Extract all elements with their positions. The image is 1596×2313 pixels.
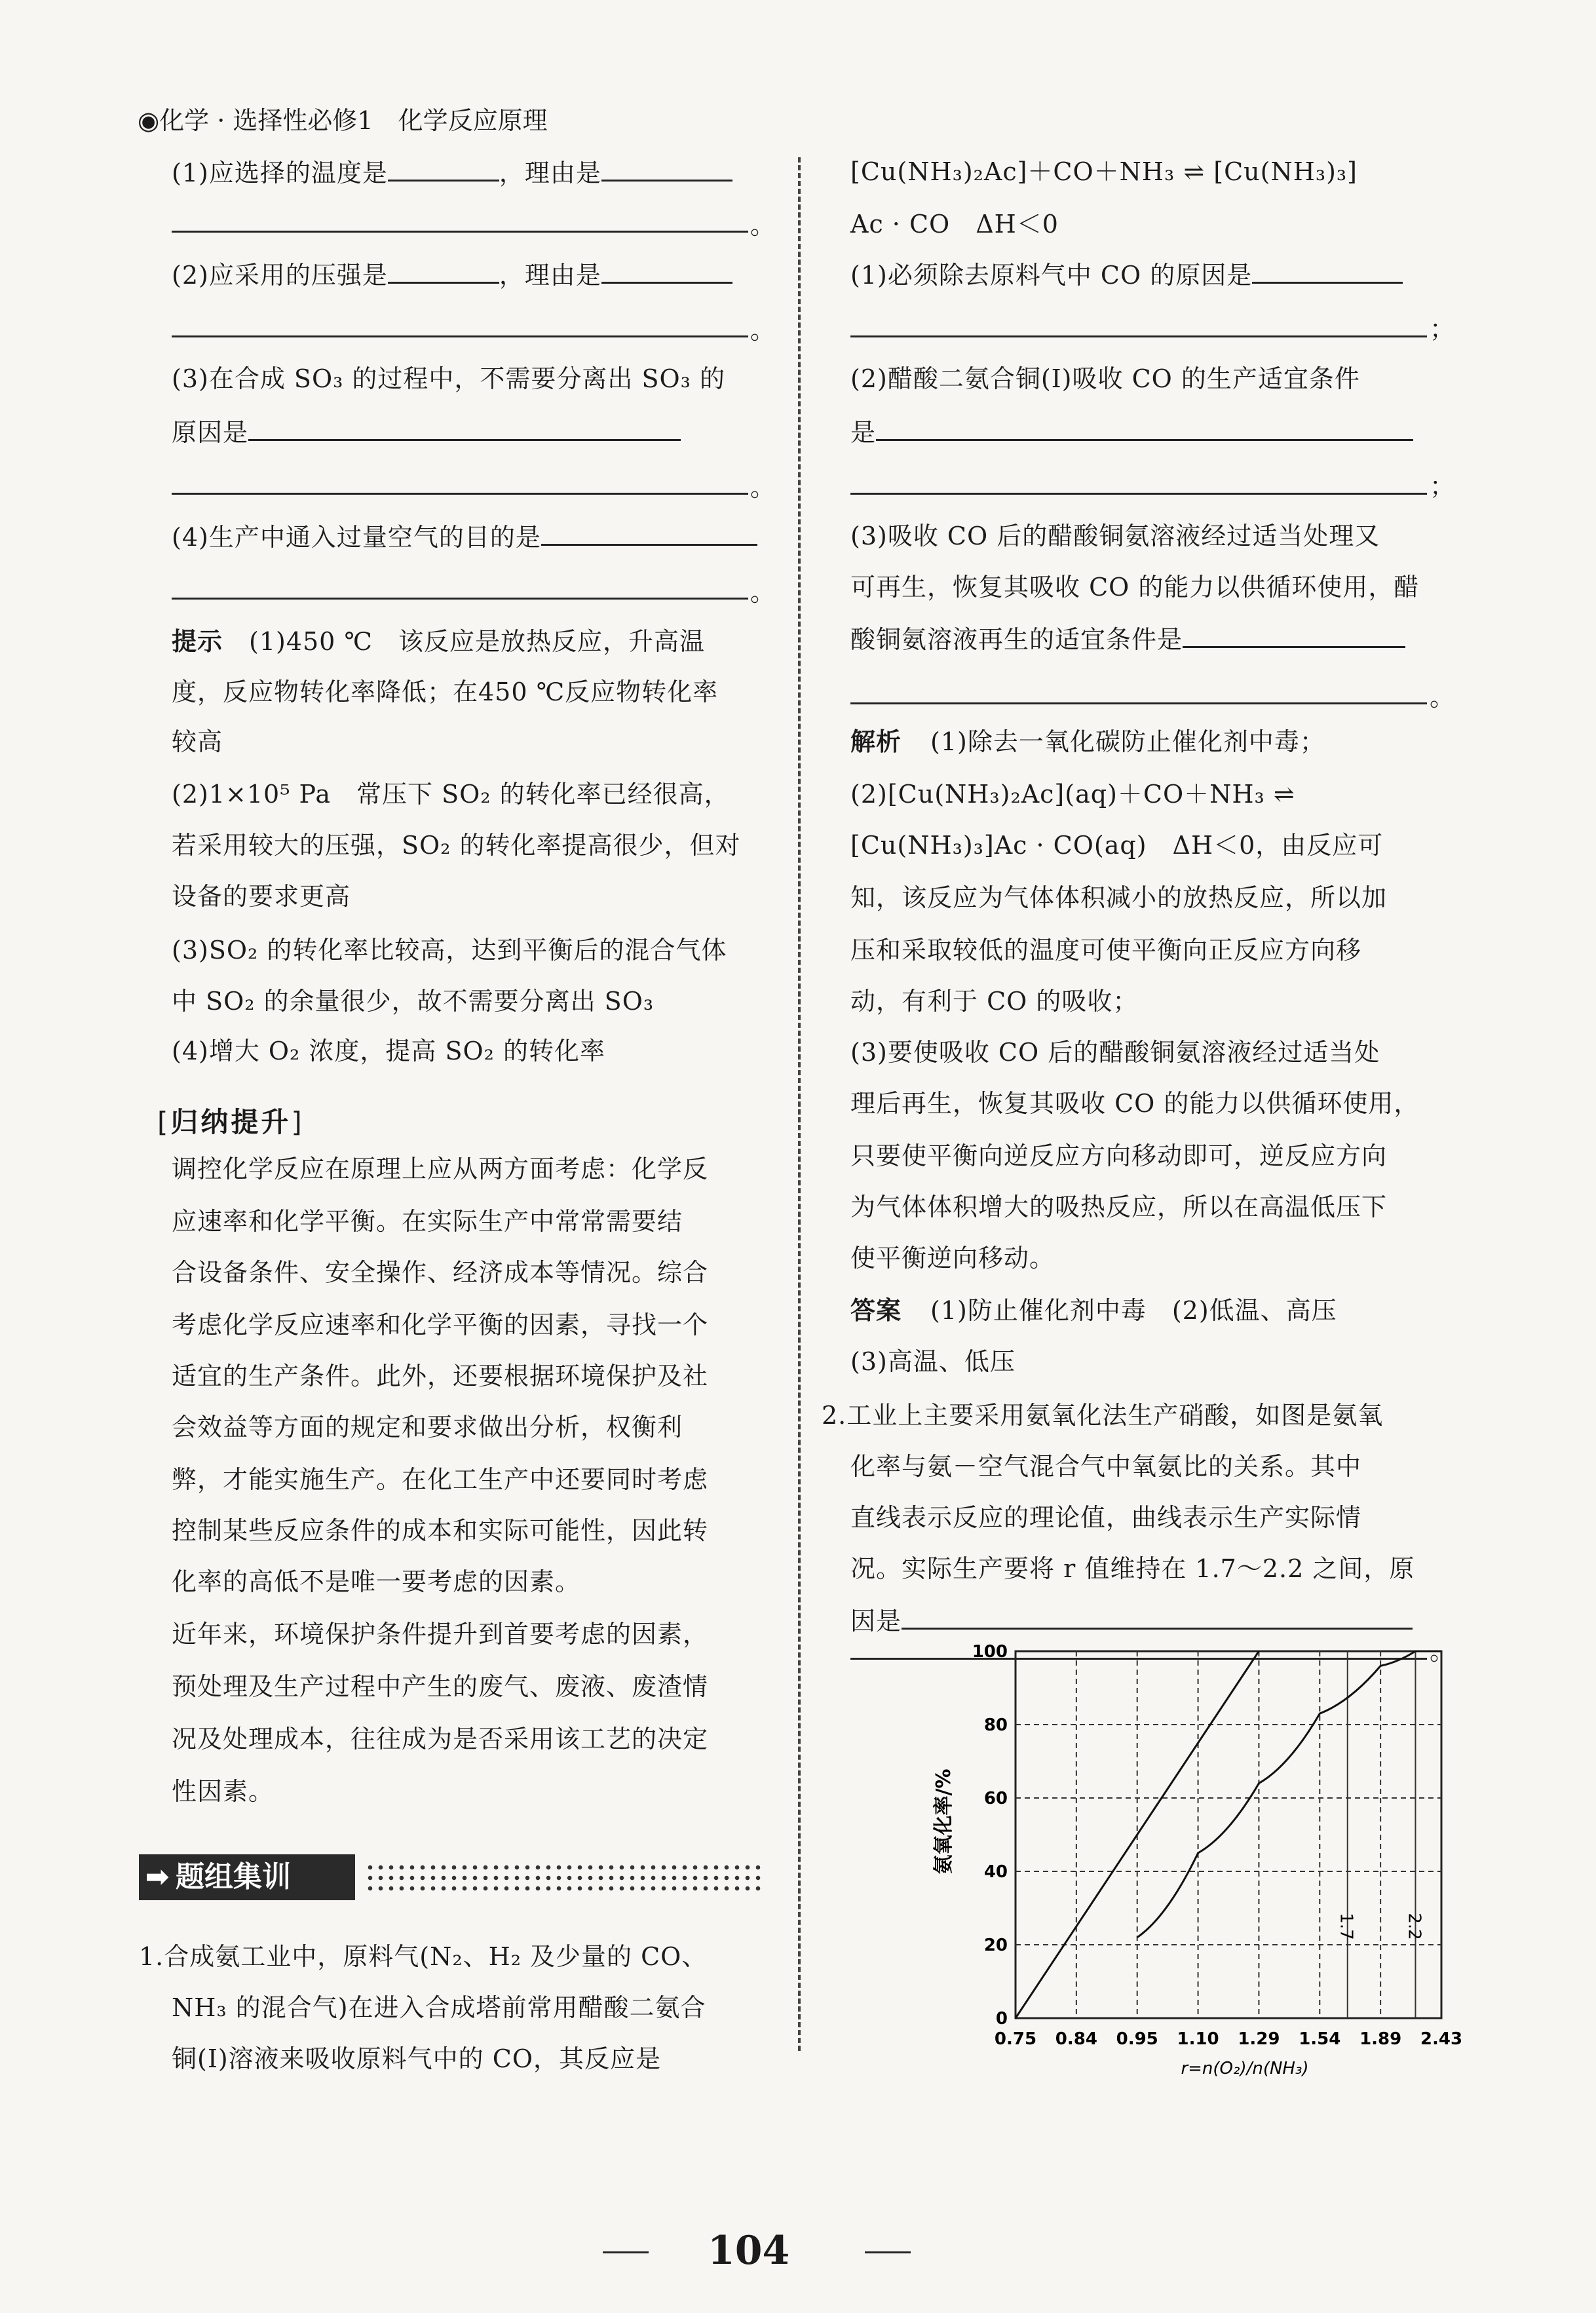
blank[interactable] <box>388 258 499 284</box>
question-2 <box>172 258 732 291</box>
hint-line: 中 SO₂ 的余量很少，故不需要分离出 SO₃ <box>172 987 655 1016</box>
r1-label: (1)必须除去原料气中 CO 的原因是 <box>850 261 1253 290</box>
answer-line: (3)高温、低压 <box>850 1347 1016 1376</box>
hint-line: 较高 <box>172 727 223 756</box>
problem-2-line: 直线表示反应的理论值，曲线表示生产实际情 <box>850 1503 1362 1532</box>
x-axis-label: r=n(O₂)/n(NH₃) <box>1181 2059 1309 2078</box>
blank[interactable] <box>1252 258 1403 284</box>
analysis-line: [Cu(NH₃)₃]Ac · CO(aq) ΔH＜0，由反应可 <box>850 831 1384 860</box>
ammonia-oxidation-chart <box>904 1612 1468 2084</box>
problem-1-line: 铜(Ⅰ)溶液来吸收原料气中的 CO，其反应是 <box>172 2044 661 2073</box>
summary-line: 化率的高低不是唯一要考虑的因素。 <box>172 1567 581 1596</box>
analysis-line: (2)[Cu(NH₃)₂Ac](aq)＋CO＋NH₃ ⇌ <box>850 780 1295 809</box>
summary-title-text: 归纳提升 <box>170 1106 292 1138</box>
x-tick-label: 1.10 <box>1177 2029 1219 2049</box>
blank[interactable] <box>601 156 732 182</box>
r-question-3-line3 <box>850 622 1405 655</box>
q1-end: 。 <box>750 211 776 240</box>
summary-title: [归纳提升] <box>157 1106 305 1138</box>
analysis-tag: 解析 <box>850 727 902 756</box>
q2-mid: ，理由是 <box>499 261 601 290</box>
section-label <box>139 1854 355 1900</box>
equation-line: [Cu(NH₃)₂Ac]＋CO＋NH₃ ⇌ [Cu(NH₃)₃] <box>850 157 1358 186</box>
page-dash-left <box>603 2251 649 2253</box>
problem-2-line: 2.工业上主要采用氨氧化法生产硝酸，如图是氨氧 <box>822 1401 1384 1430</box>
answer-rule[interactable] <box>850 335 1427 337</box>
r3-end: 。 <box>1430 683 1456 712</box>
blank[interactable] <box>541 520 757 546</box>
x-tick-label: 0.95 <box>1116 2029 1158 2049</box>
arrow-right-icon: ➡ <box>145 1860 170 1894</box>
summary-line: 控制某些反应条件的成本和实际可能性，因此转 <box>172 1516 709 1545</box>
section-bar <box>139 1854 768 1900</box>
y-tick-label: 0 <box>995 2009 1008 2029</box>
x-tick-label: 2.43 <box>1420 2029 1463 2049</box>
hint-line: 设备的要求更高 <box>172 882 351 911</box>
answer-rule[interactable] <box>172 231 748 233</box>
summary-line: 性因素。 <box>172 1777 275 1806</box>
page-header: ◉化学 · 选择性必修1 化学反应原理 <box>138 106 548 135</box>
x-tick-label: 0.84 <box>1055 2029 1097 2049</box>
y-tick-label: 40 <box>983 1862 1008 1882</box>
q1-label: (1)应选择的温度是 <box>172 159 388 187</box>
summary-line: 合设备条件、安全操作、经济成本等情况。综合 <box>172 1258 709 1287</box>
summary-line: 考虑化学反应速率和化学平衡的因素，寻找一个 <box>172 1310 709 1339</box>
q1-mid: ，理由是 <box>499 159 601 187</box>
section-title: 题组集训 <box>176 1860 291 1894</box>
problem-1-line: NH₃ 的混合气)在进入合成塔前常用醋酸二氨合 <box>172 1993 706 2022</box>
x-tick-label: 1.89 <box>1359 2029 1402 2049</box>
r-marker-label: 1.7 <box>1336 1913 1356 1940</box>
page-dash-right <box>865 2251 911 2253</box>
summary-line: 况及处理成本，往往成为是否采用该工艺的决定 <box>172 1725 709 1753</box>
summary-line: 预处理及生产过程中产生的废气、废液、废渣情 <box>172 1672 709 1701</box>
actual-curve <box>1137 1651 1441 1938</box>
answer-rule[interactable] <box>850 702 1427 704</box>
question-3-line1: (3)在合成 SO₃ 的过程中，不需要分离出 SO₃ 的 <box>172 364 725 393</box>
hint-line: (1)450 ℃ 该反应是放热反应，升高温 <box>249 627 705 656</box>
r2-end: ； <box>1430 472 1456 501</box>
analysis-line: 使平衡逆向移动。 <box>850 1244 1055 1272</box>
q3-end: 。 <box>750 473 776 502</box>
answer-line: (1)防止催化剂中毒 (2)低温、高压 <box>930 1296 1337 1325</box>
q3-label: 原因是 <box>172 418 249 447</box>
summary-line: 弊，才能实施生产。在化工生产中还要同时考虑 <box>172 1465 709 1494</box>
y-tick-label: 80 <box>983 1715 1008 1735</box>
analysis-line: 知，该反应为气体体积减小的放热反应，所以加 <box>850 883 1388 912</box>
analysis-line: (3)要使吸收 CO 后的醋酸铜氨溶液经过适当处 <box>850 1038 1380 1067</box>
r1-end: ； <box>1430 315 1456 343</box>
problem-1-line: 1.合成氨工业中，原料气(N₂、H₂ 及少量的 CO、 <box>139 1942 708 1971</box>
analysis-line: 理后再生，恢复其吸收 CO 的能力以供循环使用， <box>850 1089 1420 1118</box>
problem-2-line: 化率与氨－空气混合气中氧氨比的关系。其中 <box>850 1452 1362 1481</box>
blank[interactable] <box>248 415 681 441</box>
answer-rule[interactable] <box>850 493 1427 495</box>
hint-line: 度，反应物转化率降低；在450 ℃反应物转化率 <box>172 678 719 706</box>
hint-line: (4)增大 O₂ 浓度，提高 SO₂ 的转化率 <box>172 1037 605 1065</box>
summary-line: 会效益等方面的规定和要求做出分析，权衡利 <box>172 1413 683 1442</box>
hint-line: (2)1×10⁵ Pa 常压下 SO₂ 的转化率已经很高， <box>172 780 730 809</box>
x-tick-label: 0.75 <box>994 2029 1037 2049</box>
answer-rule[interactable] <box>172 598 748 600</box>
r2-label: 是 <box>850 418 877 447</box>
dotted-rule <box>365 1862 765 1892</box>
x-tick-label: 1.54 <box>1299 2029 1341 2049</box>
analysis-line: (1)除去一氧化碳防止催化剂中毒； <box>930 727 1325 756</box>
y-tick-label: 60 <box>983 1789 1008 1808</box>
blank[interactable] <box>1183 622 1405 648</box>
q4-label: (4)生产中通入过量空气的目的是 <box>172 523 541 552</box>
hint-line: 若采用较大的压强，SO₂ 的转化率提高很少，但对 <box>172 831 741 860</box>
p2-label: 因是 <box>850 1607 902 1635</box>
summary-line: 近年来，环境保护条件提升到首要考虑的因素， <box>172 1620 709 1649</box>
r-marker-label: 2.2 <box>1404 1913 1424 1940</box>
page-number: 104 <box>708 2228 790 2274</box>
y-tick-label: 20 <box>983 1936 1008 1955</box>
r-question-2-line2 <box>850 415 1413 448</box>
column-divider <box>798 157 801 2051</box>
r3-label: 酸铜氨溶液再生的适宜条件是 <box>850 625 1183 654</box>
q2-label: (2)应采用的压强是 <box>172 261 388 290</box>
y-axis-label: 氨氧化率/% <box>932 1768 955 1875</box>
blank[interactable] <box>388 156 499 182</box>
r-question-1 <box>850 258 1403 291</box>
p2-end: 。 <box>1430 1637 1456 1666</box>
answer-rule[interactable] <box>172 493 748 495</box>
r-question-3-line1: (3)吸收 CO 后的醋酸铜氨溶液经过适当处理又 <box>850 522 1380 550</box>
analysis-line: 压和采取较低的温度可使平衡向正反应方向移 <box>850 936 1362 965</box>
summary-line: 适宜的生产条件。此外，还要根据环境保护及社 <box>172 1362 709 1390</box>
analysis-line: 为气体体积增大的吸热反应，所以在高温低压下 <box>850 1193 1388 1221</box>
y-tick-label: 100 <box>972 1642 1008 1662</box>
r-question-3-line2: 可再生，恢复其吸收 CO 的能力以供循环使用，醋 <box>850 573 1420 602</box>
blank[interactable] <box>876 415 1413 441</box>
problem-2-line: 况。实际生产要将 r 值维持在 1.7～2.2 之间，原 <box>850 1554 1415 1583</box>
plot-frame <box>1016 1651 1441 2018</box>
summary-line: 调控化学反应在原理上应从两方面考虑：化学反 <box>172 1155 709 1183</box>
summary-line: 应速率和化学平衡。在实际生产中常常需要结 <box>172 1207 683 1236</box>
question-3-line2 <box>172 415 681 448</box>
blank[interactable] <box>601 258 732 284</box>
analysis-line: 动，有利于 CO 的吸收； <box>850 987 1139 1016</box>
q2-end: 。 <box>750 316 776 345</box>
answer-tag: 答案 <box>850 1296 902 1325</box>
question-4 <box>172 520 757 553</box>
question-1 <box>172 156 732 189</box>
r-question-2-line1: (2)醋酸二氨合铜(Ⅰ)吸收 CO 的生产适宜条件 <box>850 364 1360 393</box>
answer-rule[interactable] <box>172 335 748 337</box>
hint-line: (3)SO₂ 的转化率比较高，达到平衡后的混合气体 <box>172 936 727 965</box>
equation-line: Ac · CO ΔH＜0 <box>850 210 1059 239</box>
analysis-line: 只要使平衡向逆反应方向移动即可，逆反应方向 <box>850 1141 1388 1170</box>
hint-tag: 提示 <box>172 627 223 656</box>
q4-end: 。 <box>750 578 776 607</box>
x-tick-label: 1.29 <box>1238 2029 1280 2049</box>
